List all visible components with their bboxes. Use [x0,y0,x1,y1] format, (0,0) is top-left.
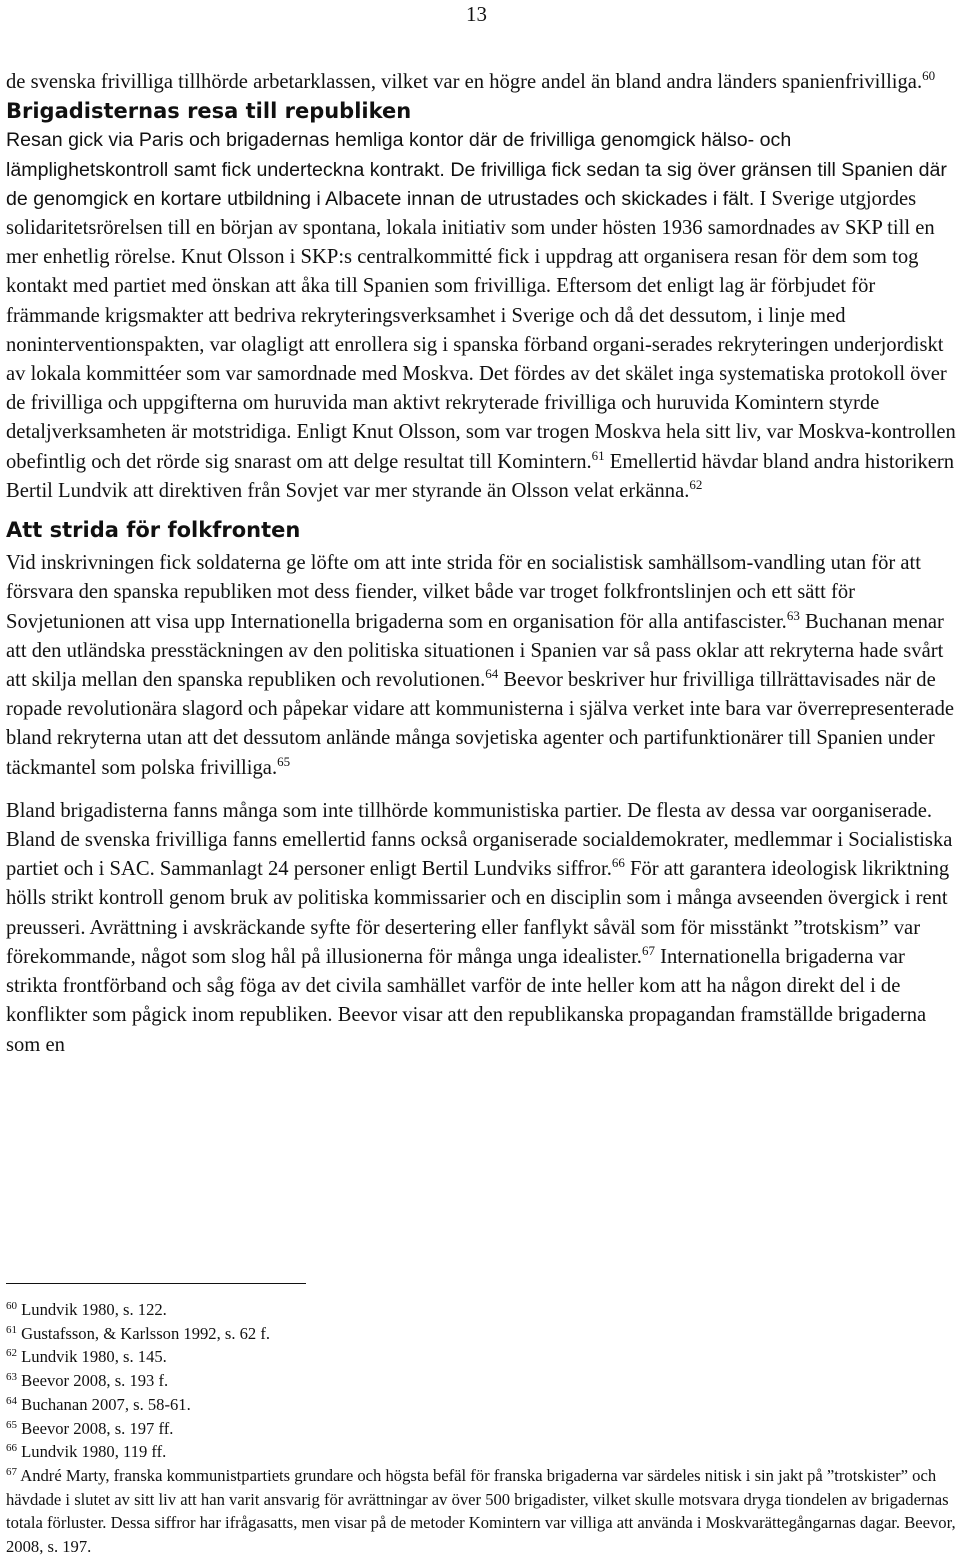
footnote [6,1322,956,1346]
footnote-number: 65 [6,1418,17,1431]
text-run: I Sverige utgjordes solidaritetsrörelsen till en början av spontana, lokala initiativ som under hösten 1936 samordnades av SKP till en mer enhetlig rörelse. Knut Olsson i SKP:s centralkommitté fick i uppdrag att organisera resan för dem som tog kontakt med partiet med önskan att åka till Spanien som frivilliga. Eftersom det enligt lag är förbjudet för främmande krigsmakter att bedriva rekryteringsverksamhet i Sverige och då det dessutom, i linje med noninterventionspakten, var olagligt att enrollera sig i spanska förband organi-serades rekryteringen underjordiskt av lokala kommittéer som var samordnade med Moskva. Det fördes av det skälet inga systematiska protokoll över de frivilliga och uppgifterna om huruvida man aktivt rekryterade frivilliga och huruvida Komintern styrde detaljverksamheten är motstridiga. Enligt Knut Olsson, som var trogen Moskva hela sitt liv, var Moskva-kontrollen obefintlig och det rörde sig snarast om att delge resultat till Komintern. [6,187,956,473]
footnote-text: Buchanan 2007, s. 58-61. [17,1394,191,1414]
footnote-number: 66 [6,1442,17,1455]
page-number: 13 [466,2,487,26]
footnote-ref: 62 [689,476,703,492]
text-run: För att garantera ideologisk likriktning hölls strikt kontroll genom bruk av politiska kommissarier och en disciplin som i många avseenden övergick i rent preusseri. Avrättning i avskräckande syfte för desertering eller fanflykt såväl som för misstänkt ”trotskism” var förekommande, något som slog hål på illusionerna för många unga idealister. [6,858,950,968]
footnote-text: Beevor 2008, s. 197 ff. [17,1418,174,1438]
footnote [6,1393,956,1417]
text-run: Vid inskrivningen fick soldaterna ge löfte om att inte strida för en socialistisk samhällsom-vandling utan för att försvara den spanska republiken mot dess fiender, vilket både var troget folkfrontslinjen och ett sätt för Sovjetunionen att visa upp Internationella brigaderna som en organisation för alla antifascister. [6,552,921,633]
footnote-text: Lundvik 1980, 119 ff. [17,1442,167,1462]
footnote [6,1464,956,1559]
text-run: Bland brigadisterna fanns många som inte tillhörde kommunistiska partier. De flesta av dessa var oorganiserade. Bland de svenska frivilliga fanns emellertid fanns också organiserade socialdemokrater, medlemmar i Socialistiska partiet och i SAC. Sammanlagt 24 personer enligt Bertil Lundviks siffror. [6,799,953,881]
text-run: Internationella brigaderna var strikta frontförband och såg föga av det civila samhället varför de inte heller kom att ha någon direkt del i de konflikter som pågick inom republiken. Beevor visar att den republikanska propagandan framställde brigaderna som en [6,945,927,1056]
text-run: Resan gick via Paris och brigadernas hemliga kontor där de frivilliga genomgick hälso- och lämplighetskontroll samt fick underteckna kontrakt. De frivilliga fick sedan ta sig över gränsen till Spanien där de genomgick en kortare utbildning i Albacete innan de utrustades och skickades i fält. [6,129,947,210]
footnote-text: Lundvik 1980, s. 122. [17,1300,167,1319]
section-heading: Att strida för folkfronten [6,518,301,543]
section-heading: Brigadisternas resa till republiken [6,99,412,124]
footnote-number: 62 [6,1347,17,1360]
footnote-ref: 64 [485,666,499,682]
footnote-number: 64 [6,1394,17,1407]
footnote-number: 67 [6,1465,17,1478]
paragraph [6,797,956,1060]
footnote-ref: 66 [611,855,625,871]
footnote-number: 60 [6,1300,17,1312]
footnote-number: 61 [6,1323,17,1336]
text-run: Beevor beskriver hur frivilliga tillrättavisades när de ropade revolutionära slagord och påpekar vidare att kommunisterna i själva verket inte bara var överrepresenterade bland rekryterna utan att det dessutom anlände många sovjetiska agenter och partifunktionärer till Spanien under täckmantel som polska frivilliga. [6,669,955,779]
body-text [6,68,956,1060]
footnote-text: Lundvik 1980, s. 145. [17,1347,167,1367]
footnote-number: 63 [6,1371,17,1384]
footnote [6,1345,956,1369]
footnote [6,1417,956,1441]
footnote [6,1298,956,1322]
footnote-text: Beevor 2008, s. 193 f. [17,1371,169,1391]
footnote-text: André Marty, franska kommunistpartiets grundare och högsta befäl för franska brigaderna var särdeles nitisk i sin jakt på ”trotskister” och hävdade i slutet av sitt liv att han varit ansvarig för avrättningar av över 500 brigadister, vilket skulle motsvara dryga tiondelen av brigadernas totala förluster. Dessa siffror har ifrågasatts, men visar på de metoder Komintern var villiga att använda i Moskvarättegångarnas dagar. Beevor, 2008, s. 197. [6,1465,956,1557]
footnote-ref: 65 [277,753,291,769]
text-run: Buchanan menar att den utländska presstäckningen av den politiska situationen i Spanien var så pass oklar att rekryterna hade svårt att skilja mellan den spanska republiken och revolutionen. [6,610,944,692]
footnote-ref: 60 [922,68,936,83]
paragraph [6,549,956,783]
footnote [6,1369,956,1393]
footnote-ref: 67 [641,942,655,958]
footnote-separator [6,1283,306,1284]
text-run: de svenska frivilliga tillhörde arbetarklassen, vilket var en högre andel än bland andra länders spanienfrivilliga. [6,71,923,93]
footnotes [6,1298,956,1559]
footnote-text: Gustafsson, & Karlsson 1992, s. 62 f. [17,1323,271,1343]
footnote-ref: 63 [786,607,800,623]
footnote-ref: 61 [591,447,605,463]
paragraph [6,68,956,97]
footnote [6,1440,956,1464]
paragraph [6,126,956,506]
text-run: Emellertid hävdar bland andra historikern Bertil Lundvik att direktiven från Sovjet var mer styrande än Olsson velat erkänna. [6,450,955,502]
